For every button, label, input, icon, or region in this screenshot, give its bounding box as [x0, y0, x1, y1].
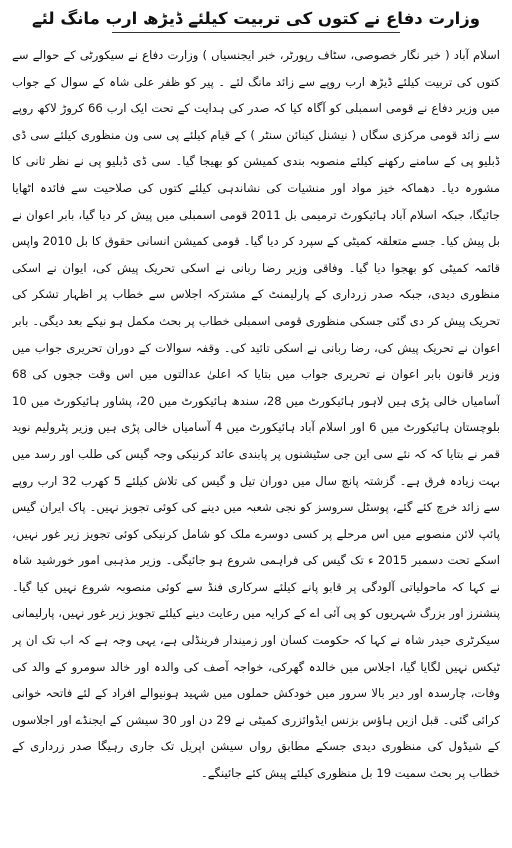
article-headline: وزارت دفاع نے کتوں کی تربیت کیلئے ڈیڑھ ارب مانگ لئے [31, 9, 481, 28]
headline-underline [112, 32, 400, 33]
article-body: اسلام آباد ( خبر نگار خصوصی، سٹاف رپورٹر، خبر ایجنسیاں ) وزارت دفاع نے سیکورٹی کے حوالے سے کتوں کی تربیت کیلئے ڈیڑھ ارب روپے سے زائد مانگ لئے ۔ پیر کو ظفر علی شاہ کے سوال کے جواب میں وزیر دفاع نے قومی اسمبلی کو آگاہ کیا کہ صدر کی ہدایت کے تحت ایک ارب 66 کروڑ لاکھ روپے سے زائد قومی مرکزی سگاں ( نیشنل کینائن سنٹر ) کے قیام کیلئے پی سی ون منظوری کیلئے سی ڈی ڈبلیو پی کے سامنے رکھنے کیلئے منصوبہ بندی کمیشن کو بھیجا گیا۔ سی ڈی ڈبلیو پی نے نظر ثانی کا مشورہ دیا۔ دھماکہ خیز مواد اور منشیات کی نشاندہی کیلئے کتوں کی صلاحیت سے فائدہ اٹھایا جائیگا، جبکہ اسلام آباد ہائیکورٹ ترمیمی بل 2011 قومی اسمبلی میں پیش کر دیا گیا، بابر اعوان نے بل پیش کیا۔ جسے متعلقہ کمیٹی کے سپرد کر دیا گیا۔ قومی کمیشن انسانی حقوق کا بل 2010 واپس قائمہ کمیٹی کو بھجوا دیا گیا۔ وفاقی وزیر رضا ربانی نے اسکی تحریک پیش کی، ایوان نے اسکی منظوری دیدی، جبکہ صدر زرداری کے پارلیمنٹ کے مشترکہ اجلاس سے خطاب پر اظہار تشکر کی تحریک پیش کر دی گئی جسکی منظوری قومی اسمبلی خطاب پر بحث مکمل ہو نیکے بعد دیگی۔ بابر اعوان نے تحریک پیش کی، رضا ربانی نے اسکی تائید کی۔ وقفہ سوالات کے دوران تحریری جواب میں وزیر قانون بابر اعوان نے تحریری جواب میں بتایا کہ اعلیٰ عدالتوں میں اس وقت ججوں کی 68 آسامیاں خالی پڑی ہیں لاہور ہائیکورٹ میں 28، سندھ ہائیکورٹ میں 20، پشاور ہائیکورٹ میں 10 بلوچستان ہائیکورٹ میں 6 اور اسلام آباد ہائیکورٹ میں 4 آسامیاں خالی پڑی ہیں وزیر پٹرولیم نوید قمر نے بتایا کہ کہ نئے سی این جی سٹیشنوں پر پابندی عائد کرنیکی وجہ گیس کی طلب اور رسد میں بہت زیادہ فرق ہے۔ گزشتہ پانچ سال میں دوران تیل و گیس کی تلاش کیلئے 5 کھرب 32 ارب روپے سے زائد خرچ کئے گئے، پوسٹل سروسز کو نجی شعبہ میں دینے کی کوئی تجویز نہیں۔ پاک ایران گیس پائپ لائن منصوبے میں اس مرحلے پر کسی دوسرے ملک کو شامل کرنیکی کوئی تجویز زیر غور نہیں، اسکے تحت دسمبر 2015 ء تک گیس کی فراہمی شروع ہو جائیگی۔ وزیر مذہبی امور خورشید شاہ نے کہا کہ ماحولیاتی آلودگی پر قابو پانے کیلئے سرکاری فنڈ سے کوئی منصوبہ شروع نہیں کیا گیا۔ پنشنرز اور بزرگ شہریوں کو پی آئی اے کے کرایہ میں رعایت دینے کیلئے تجویز زیر غور نہیں، پارلیمانی سیکرٹری حیدر شاہ نے کہا کہ حکومت کسان اور زمیندار فرینڈلی ہے، یہی وجہ ہے کہ اب تک ان پر ٹیکس نہیں لگایا گیا، اجلاس میں خالدہ گھرکی، خواجہ آصف کی والدہ اور خالد سومرو کے والد کی وفات، چارسدہ اور دیر بالا سرور میں خودکش حملوں میں شہید ہونیوالے افراد کے لئے فاتحہ خوانی کرائی گئی۔ قبل ازیں ہاؤس بزنس ایڈوائزری کمیٹی نے 29 دن اور 30 سیشن کے ایجنڈے اور اجلاسوں کے شیڈول کی منظوری دیدی جسکے مطابق رواں سیشن اپریل تک جاری رہیگا صدر زرداری کے خطاب پر بحث سمیت 19 بل منظوری کیلئے پیش کئے جائینگے۔ [12, 48, 500, 781]
